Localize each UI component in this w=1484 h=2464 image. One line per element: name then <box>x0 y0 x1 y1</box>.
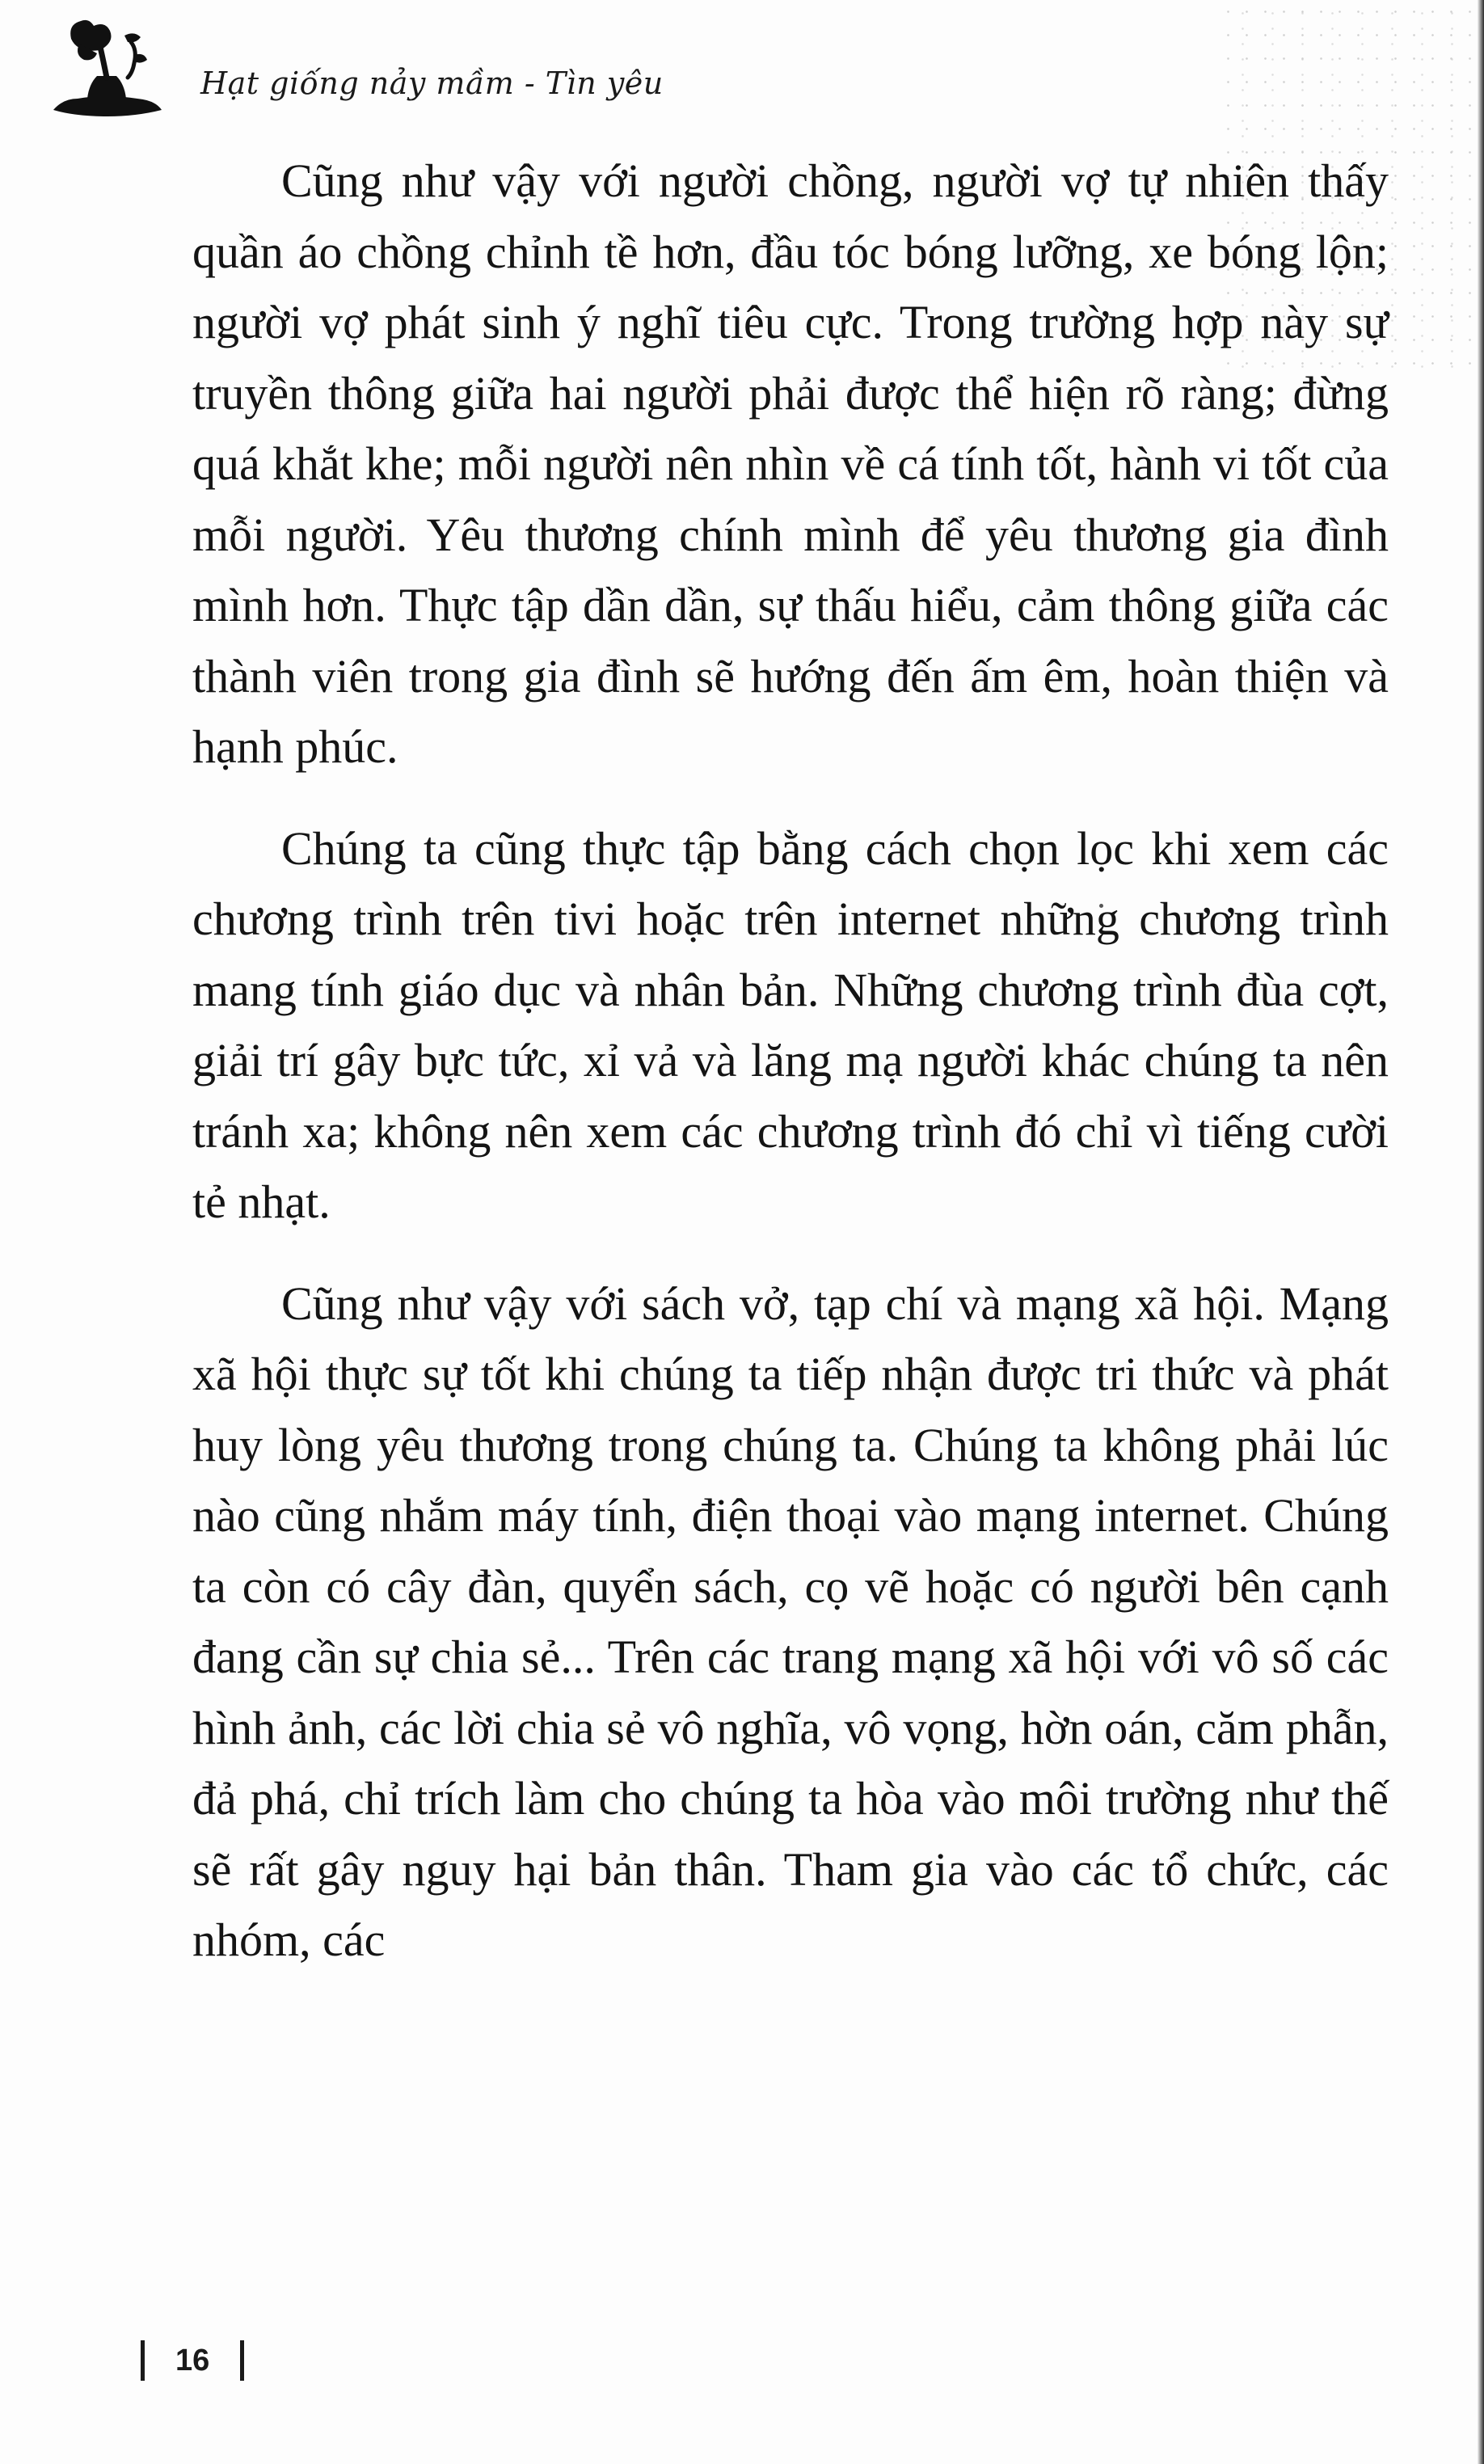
paragraph-1: Cũng như vậy với người chồng, người vợ tự nhiên thấy quần áo chồng chỉnh tề hơn, đầu tóc bóng lưỡng, xe bóng lộn; người vợ phát sinh ý nghĩ tiêu cực. Trong trường hợp này sự truyền thông giữa hai người phải được thể hiện rõ ràng; đừng quá khắt khe; mỗi người nên nhìn về cá tính tốt, hành vi tốt của mỗi người. Yêu thương chính mình để yêu thương gia đình mình hơn. Thực tập dần dần, sự thấu hiểu, cảm thông giữa các thành viên trong gia đình sẽ hướng đến ấm êm, hoàn thiện và hạnh phúc. <box>192 154 1389 773</box>
page-edge-shadow <box>1478 0 1484 2464</box>
footer-left-bar <box>141 2340 145 2381</box>
footer-right-bar <box>240 2340 244 2381</box>
seedling-pot-icon <box>47 15 168 120</box>
paragraph-2: Chúng ta cũng thực tập bằng cách chọn lọc khi xem các chương trình trên tivi hoặc trên internet những chương trình mang tính giáo dục và nhân bản. Những chương trình đùa cợt, giải trí gây bực tức, xỉ vả và lăng mạ người khác chúng ta nên tránh xa; không nên xem các chương trình đó chỉ vì tiếng cười tẻ nhạt. <box>192 821 1389 1228</box>
page-footer <box>141 2336 244 2385</box>
paragraph-3: Cũng như vậy với sách vở, tạp chí và mạng xã hội. Mạng xã hội thực sự tốt khi chúng ta tiếp nhận được tri thức và phát huy lòng yêu thương trong chúng ta. Chúng ta không phải lúc nào cũng nhắm máy tính, điện thoại vào mạng internet. Chúng ta còn có cây đàn, quyển sách, cọ vẽ hoặc có người bên cạnh đang cần sự chia sẻ... Trên các trang mạng xã hội với vô số các hình ảnh, các lời chia sẻ vô nghĩa, vô vọng, hờn oán, căm phẫn, đả phá, chỉ trích làm cho chúng ta hòa vào môi trường như thế sẽ rất gây nguy hại bản thân. Tham gia vào các tổ chức, các nhóm, các <box>192 1276 1389 1966</box>
header-title: Hạt giống nảy mầm - Tìn yêu <box>200 65 664 101</box>
page-number: 16 <box>175 2343 210 2378</box>
page-body <box>192 146 1389 2006</box>
running-header <box>47 15 664 120</box>
